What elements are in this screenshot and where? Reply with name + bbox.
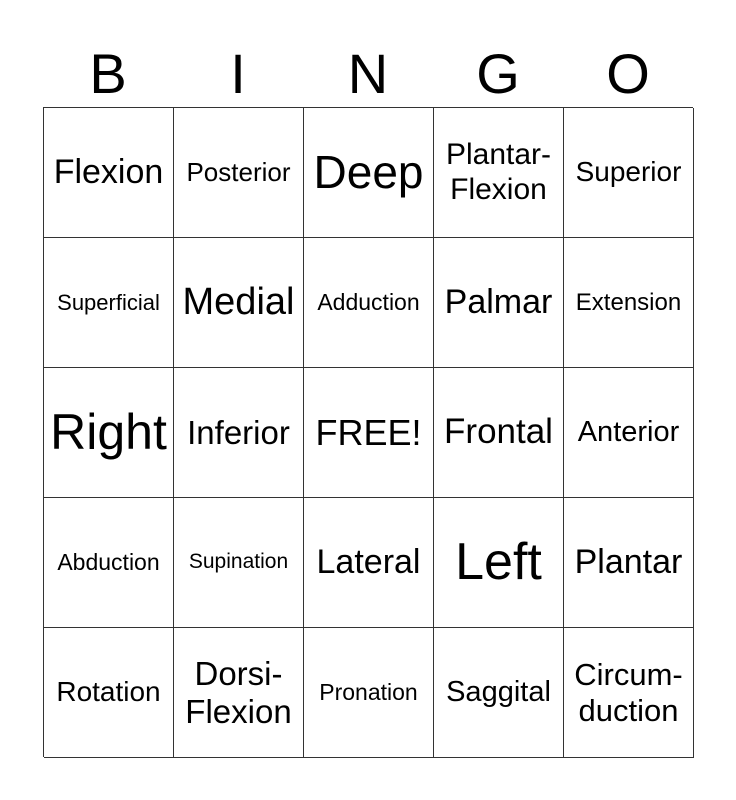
bingo-cell-line: FREE!: [315, 411, 422, 453]
bingo-cell[interactable]: [564, 108, 694, 238]
header-letter-b: B: [89, 42, 127, 105]
bingo-cell-text: [575, 543, 683, 582]
bingo-cell-line: Saggital: [446, 675, 551, 708]
bingo-cell[interactable]: [44, 498, 174, 628]
bingo-cell[interactable]: [304, 368, 434, 498]
bingo-cell-text: [183, 281, 295, 325]
bingo-cell-text: [319, 679, 417, 705]
bingo-cell[interactable]: [434, 628, 564, 758]
bingo-cell-text: [315, 412, 421, 453]
bingo-cell-line: Frontal: [444, 412, 553, 452]
bingo-cell-line: Lateral: [316, 542, 421, 581]
bingo-cell-line: Dorsi-: [194, 654, 283, 692]
bingo-cell[interactable]: [434, 498, 564, 628]
bingo-cell[interactable]: [434, 368, 564, 498]
bingo-cell-text: [57, 290, 160, 315]
bingo-cell[interactable]: [174, 368, 304, 498]
bingo-cell[interactable]: [174, 628, 304, 758]
bingo-cell[interactable]: [304, 108, 434, 238]
bingo-cell[interactable]: [434, 108, 564, 238]
bingo-card-grid: [43, 107, 693, 757]
bingo-cell[interactable]: [174, 238, 304, 368]
bingo-cell-line: Superficial: [57, 289, 160, 315]
bingo-cell-text: [187, 414, 290, 452]
bingo-cell-text: [576, 289, 681, 317]
bingo-cell[interactable]: [304, 498, 434, 628]
bingo-cell-line: Deep: [313, 146, 424, 199]
bingo-cell-text: [574, 657, 683, 728]
bingo-cell-line: Abduction: [57, 549, 160, 576]
bingo-cell-line: Flexion: [450, 172, 547, 206]
bingo-cell[interactable]: [434, 238, 564, 368]
bingo-cell[interactable]: [44, 238, 174, 368]
bingo-cell-text: [189, 550, 288, 574]
bingo-cell-text: [578, 416, 680, 449]
bingo-cell-text: [57, 549, 159, 575]
bingo-cell-line: Right: [50, 403, 167, 460]
bingo-cell-text: [445, 283, 553, 322]
bingo-cell-line: Palmar: [444, 282, 553, 321]
bingo-cell-line: Rotation: [56, 676, 161, 708]
bingo-cell-line: Supination: [188, 550, 289, 574]
bingo-cell[interactable]: [564, 498, 694, 628]
bingo-cell-text: [186, 158, 290, 188]
bingo-cell-line: Left: [455, 532, 542, 591]
bingo-cell-line: Circum-: [574, 656, 683, 692]
bingo-cell-line: Extension: [575, 288, 682, 316]
bingo-cell-line: Flexion: [53, 152, 164, 191]
bingo-cell[interactable]: [564, 628, 694, 758]
header-letter-g: G: [476, 42, 520, 105]
bingo-cell-line: duction: [578, 692, 679, 728]
bingo-cell-text: [444, 412, 553, 452]
bingo-cell-line: Medial: [182, 280, 295, 323]
bingo-cell[interactable]: [44, 628, 174, 758]
bingo-cell-text: [317, 543, 421, 582]
bingo-cell[interactable]: [44, 108, 174, 238]
bingo-cell[interactable]: [44, 368, 174, 498]
bingo-cell-text: [54, 153, 164, 192]
bingo-cell-line: Adduction: [317, 289, 420, 316]
bingo-cell-text: [56, 676, 160, 708]
bingo-cell[interactable]: [564, 368, 694, 498]
bingo-cell-text: [185, 655, 291, 731]
header-letter-i: I: [230, 42, 246, 105]
bingo-cell[interactable]: [564, 238, 694, 368]
bingo-cell-text: [446, 138, 551, 207]
bingo-cell-text: [446, 676, 551, 709]
bingo-cell[interactable]: [304, 238, 434, 368]
bingo-cell-line: Plantar-: [445, 138, 552, 171]
bingo-header: [43, 40, 693, 108]
bingo-cell[interactable]: [304, 628, 434, 758]
bingo-cell[interactable]: [174, 498, 304, 628]
bingo-cell-line: Pronation: [319, 679, 418, 706]
bingo-cell-text: [576, 156, 682, 188]
bingo-cell-line: Anterior: [577, 415, 680, 448]
bingo-cell-text: [50, 404, 167, 462]
bingo-cell-text: [455, 533, 542, 593]
bingo-cell[interactable]: [174, 108, 304, 238]
bingo-cell-line: Posterior: [186, 156, 291, 187]
header-letter-n: N: [347, 42, 389, 105]
bingo-cell-line: Superior: [575, 156, 682, 188]
bingo-cell-line: Plantar: [574, 542, 683, 581]
bingo-cell-text: [314, 146, 424, 199]
bingo-cell-line: Flexion: [185, 692, 292, 730]
header-letter-o: O: [606, 42, 650, 105]
bingo-cell-line: Inferior: [187, 413, 290, 451]
bingo-cell-text: [317, 289, 419, 315]
